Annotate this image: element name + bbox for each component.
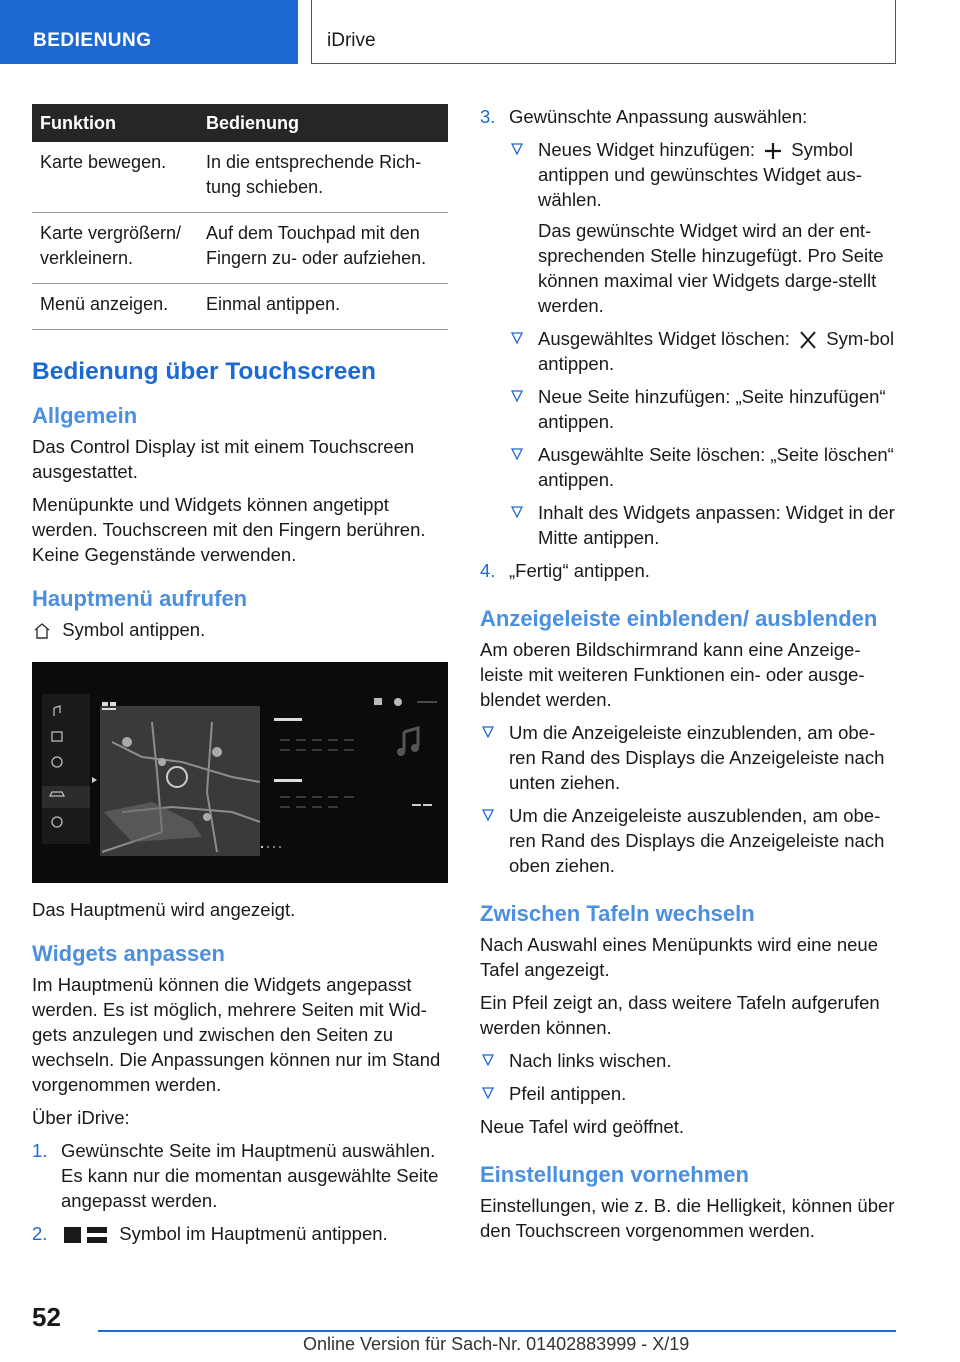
steps-list-continued xyxy=(480,104,898,583)
list-item xyxy=(480,1081,898,1106)
table-row xyxy=(32,213,448,284)
paragraph: Über iDrive: xyxy=(32,1107,130,1128)
triangle-bullet-icon xyxy=(482,1054,494,1066)
table-cell: Einmal antippen. xyxy=(198,284,448,330)
paragraph: Das Control Display ist mit einem Touchscreen ausgestattet. xyxy=(32,436,415,482)
table-header-operation: Bedienung xyxy=(198,104,448,142)
paragraph: Am oberen Bildschirmrand kann eine Anzeige-leiste mit weiteren Funktionen ein- oder ausge-blendet werden. xyxy=(480,639,865,710)
triangle-bullet-icon xyxy=(511,506,523,518)
list-text: Um die Anzeigeleiste auszublenden, am obe-ren Rand des Displays die Anzeigeleiste nach oben ziehen. xyxy=(509,805,885,876)
page-number: 52 xyxy=(32,1302,61,1332)
list-item xyxy=(480,104,898,550)
triangle-bullet-icon xyxy=(511,390,523,402)
table-header-function: Funktion xyxy=(32,104,198,142)
main-menu-screenshot xyxy=(32,662,448,883)
list-text: Pfeil antippen. xyxy=(509,1083,627,1104)
step-text: Gewünschte Anpassung auswählen: xyxy=(509,106,808,127)
subheading-switch-panels: Zwischen Tafeln wechseln xyxy=(480,901,755,926)
paragraph: Einstellungen, wie z. B. die Helligkeit, können über den Touchscreen vorgenommen werden. xyxy=(480,1195,895,1241)
paragraph xyxy=(32,617,448,642)
option-note: Das gewünschte Widget wird an der ent-sprechenden Stelle hinzugefügt. Pro Seite können maximal vier Widgets darge-stellt werden. xyxy=(538,220,884,316)
triangle-bullet-icon xyxy=(482,809,494,821)
list-item xyxy=(32,1221,448,1246)
paragraph: Im Hauptmenü können die Widgets angepasst werden. Es ist möglich, mehrere Seiten mit Wid-gets anzulegen und zwischen den Seiten zu wechseln. Die Anpassungen können nur im Stand vorgenommen werden. xyxy=(32,974,441,1095)
subheading-general: Allgemein xyxy=(32,403,138,428)
subheading-settings: Einstellungen vornehmen xyxy=(480,1162,749,1187)
list-item xyxy=(480,803,898,878)
option-text: Inhalt des Widgets anpassen: Widget in der Mitte antippen. xyxy=(538,502,895,548)
table-row xyxy=(32,142,448,213)
option-text: Neues Widget hinzufügen: xyxy=(538,139,755,160)
paragraph: Menüpunkte und Widgets können angetippt werden. Touchscreen mit den Fingern berühren. Keine Gegenstände verwenden. xyxy=(32,494,426,565)
chapter-tab xyxy=(311,0,896,64)
step-number: 3. xyxy=(480,106,496,127)
home-icon xyxy=(32,621,52,641)
subheading-main-menu: Hauptmenü aufrufen xyxy=(32,586,248,611)
list-item xyxy=(509,326,898,376)
subheading-widgets: Widgets anpassen xyxy=(32,941,225,966)
paragraph: Ein Pfeil zeigt an, dass weitere Tafeln aufgerufen werden können. xyxy=(480,992,880,1038)
display-bar-list xyxy=(480,720,898,878)
list-item xyxy=(32,1138,448,1213)
table-cell: Menü anzeigen. xyxy=(32,284,198,330)
table-cell: Karte vergrößern/ verkleinern. xyxy=(32,213,198,284)
footer-text: Online Version für Sach-Nr. 01402883999 - X/19 xyxy=(303,1334,690,1354)
list-item xyxy=(509,137,898,318)
option-text: Ausgewähltes Widget löschen: xyxy=(538,328,790,349)
triangle-bullet-icon xyxy=(511,448,523,460)
list-item xyxy=(480,558,898,583)
right-column xyxy=(480,104,898,1251)
table-cell: Karte bewegen. xyxy=(32,142,198,213)
step-number: 2. xyxy=(32,1223,48,1244)
step-text: „Fertig“ antippen. xyxy=(509,560,650,581)
triangle-bullet-icon xyxy=(511,332,523,344)
section-tab xyxy=(0,0,298,64)
symbol-text: Symbol antippen. xyxy=(62,619,206,640)
list-item xyxy=(509,442,898,492)
step-number: 4. xyxy=(480,560,496,581)
left-column xyxy=(32,104,448,1254)
list-text: Um die Anzeigeleiste einzublenden, am obe-ren Rand des Displays die Anzeigeleiste nach unten ziehen. xyxy=(509,722,885,793)
triangle-bullet-icon xyxy=(482,726,494,738)
table-cell: Auf dem Touchpad mit den Fingern zu- oder aufziehen. xyxy=(198,213,448,284)
main-menu-screen-image xyxy=(32,662,448,883)
table-row xyxy=(32,284,448,330)
list-item xyxy=(480,1048,898,1073)
triangle-bullet-icon xyxy=(511,143,523,155)
step-text: Gewünschte Seite im Hauptmenü auswählen. Es kann nur die momentan ausgewählte Seite angepasst werden. xyxy=(61,1140,439,1211)
triangle-bullet-icon xyxy=(482,1087,494,1099)
steps-list xyxy=(32,1138,448,1246)
paragraph: Nach Auswahl eines Menüpunkts wird eine neue Tafel angezeigt. xyxy=(480,934,878,980)
subheading-display-bar: Anzeigeleiste einblenden/ ausblenden xyxy=(480,606,878,631)
list-item xyxy=(480,720,898,795)
list-text: Nach links wischen. xyxy=(509,1050,672,1071)
switch-panels-list xyxy=(480,1048,898,1106)
section-heading-touchscreen: Bedienung über Touchscreen xyxy=(32,358,376,385)
option-text: Ausgewählte Seite löschen: „Seite löschen“ antippen. xyxy=(538,444,894,490)
list-item xyxy=(509,384,898,434)
option-text: Neue Seite hinzufügen: „Seite hinzufügen“ antippen. xyxy=(538,386,886,432)
option-text: Sym-bol antippen. xyxy=(538,328,895,374)
chapter-title: iDrive xyxy=(327,30,376,51)
section-title: BEDIENUNG xyxy=(33,30,152,51)
screenshot-caption: Das Hauptmenü wird angezeigt. xyxy=(32,899,296,920)
step-number: 1. xyxy=(32,1140,48,1161)
widget-layout-icon xyxy=(61,1225,109,1245)
list-item xyxy=(509,500,898,550)
step-text: Symbol im Hauptmenü antippen. xyxy=(119,1223,388,1244)
footer-divider xyxy=(98,1330,896,1332)
table-header-row xyxy=(32,104,448,142)
close-icon xyxy=(795,331,821,349)
table-cell: In die entsprechende Rich-tung schieben. xyxy=(198,142,448,213)
function-table xyxy=(32,104,448,330)
option-text: Symbol antippen und gewünschtes Widget aus-wählen. xyxy=(538,139,862,210)
paragraph: Neue Tafel wird geöffnet. xyxy=(480,1116,684,1137)
plus-icon xyxy=(760,142,786,160)
adjustment-options-list xyxy=(509,137,898,550)
